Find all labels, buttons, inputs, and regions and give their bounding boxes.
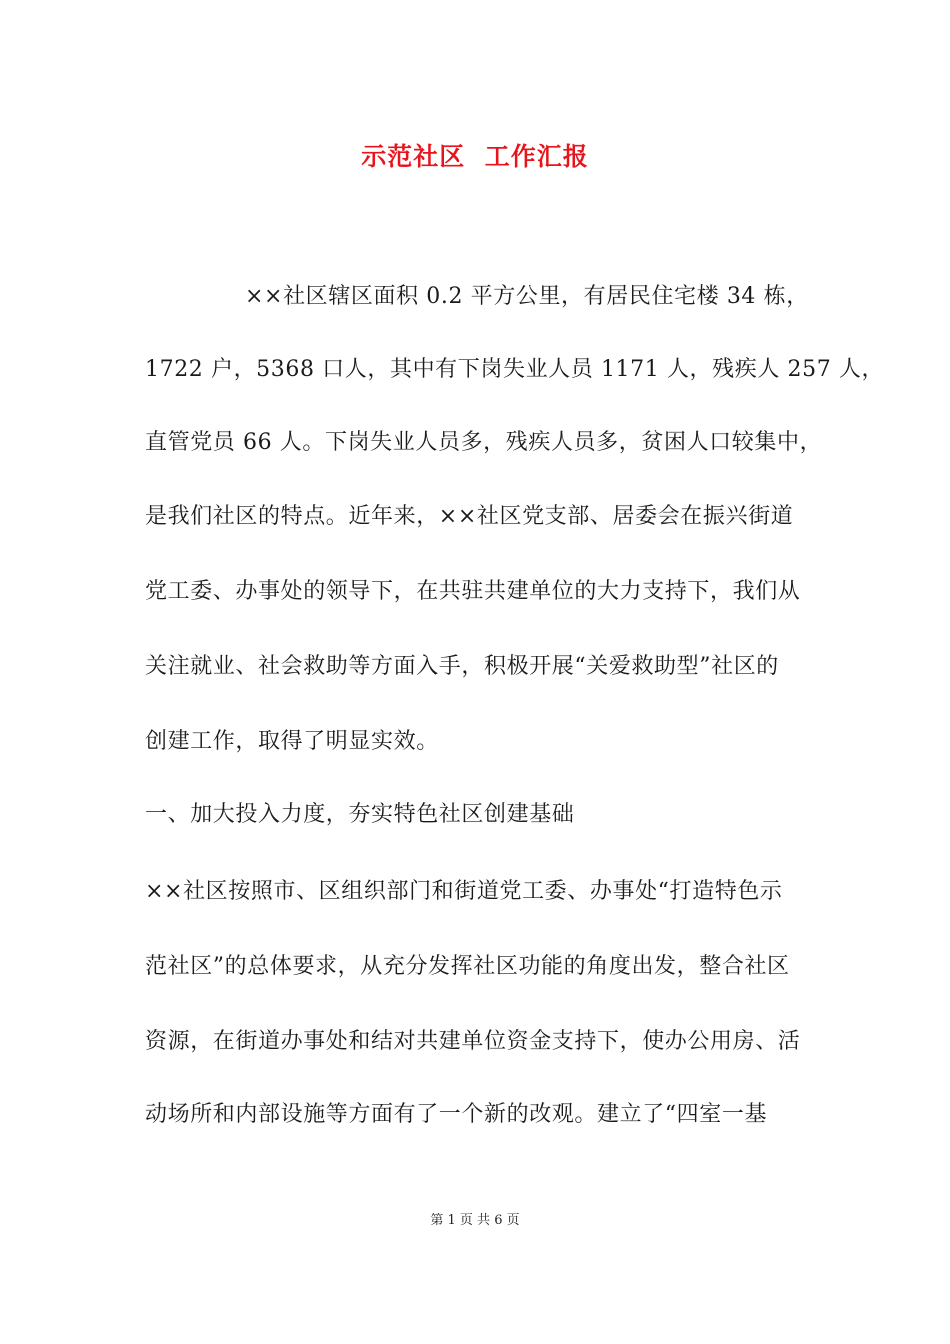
- paragraph-line: ××社区辖区面积 0.2 平方公里，有居民住宅楼 34 栋，: [245, 284, 809, 309]
- paragraph-line: ××社区按照市、区组织部门和街道党工委、办事处“打造特色示: [145, 879, 783, 904]
- paragraph-line: 资源，在街道办事处和结对共建单位资金支持下，使办公用房、活: [145, 1029, 801, 1054]
- document-title: 示范社区 工作汇报: [361, 142, 589, 171]
- paragraph-line: 直管党员 66 人。下岗失业人员多，残疾人员多，贫困人口较集中，: [145, 430, 823, 455]
- paragraph-line: 1722 户，5368 口人，其中有下岗失业人员 1171 人，残疾人 257 人，: [145, 357, 885, 382]
- paragraph-line: 关注就业、社会救助等方面入手，积极开展“关爱救助型”社区的: [145, 654, 779, 679]
- paragraph-line: 动场所和内部设施等方面有了一个新的改观。建立了“四室一基: [145, 1102, 768, 1127]
- paragraph-line: 党工委、办事处的领导下，在共驻共建单位的大力支持下，我们从: [145, 579, 801, 604]
- section-heading: 一、加大投入力度，夯实特色社区创建基础: [145, 802, 575, 827]
- page-number-footer: 第 1 页 共 6 页: [430, 1213, 520, 1228]
- paragraph-line: 创建工作，取得了明显实效。: [145, 729, 439, 754]
- paragraph-line: 是我们社区的特点。近年来，××社区党支部、居委会在振兴街道: [145, 504, 794, 529]
- paragraph-line: 范社区”的总体要求，从充分发挥社区功能的角度出发，整合社区: [145, 954, 790, 979]
